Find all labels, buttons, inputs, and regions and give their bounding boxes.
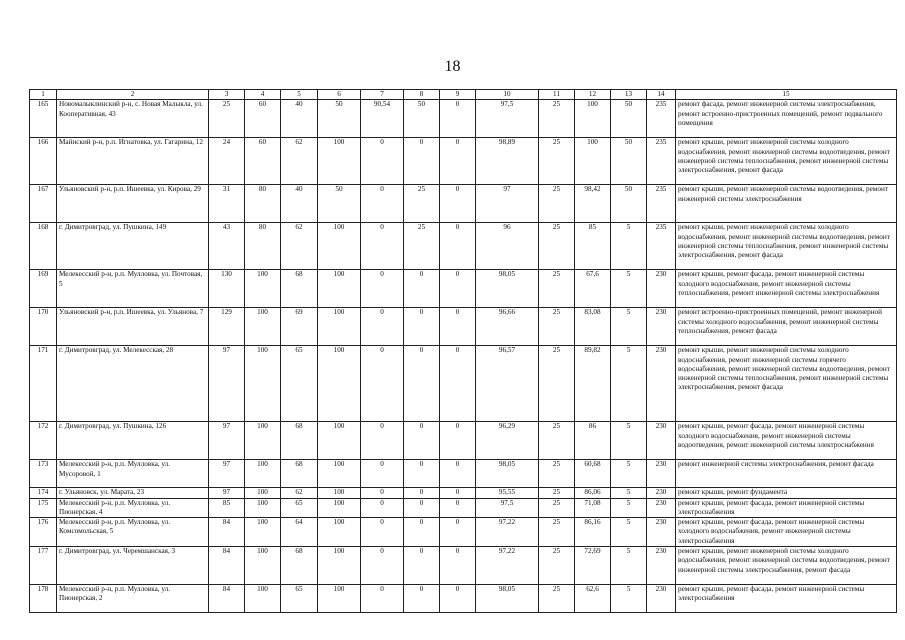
value-cell: 235 <box>647 138 676 185</box>
value-cell: 90,54 <box>361 100 404 138</box>
value-cell: 0 <box>361 547 404 585</box>
value-cell: 25 <box>539 308 575 346</box>
column-header: 1 <box>30 90 57 100</box>
works-cell: ремонт крыши, ремонт инженерной системы холодного водоснабжения, ремонт инженерной системы горячего водоснабжения, ремонт инженерной системы водоотведения, ремонт инженерной системы теплоснабжения, ремонт инженерной системы электроснабжения, ремонт фасада <box>676 346 897 422</box>
works-cell: ремонт крыши, ремонт фундамента <box>676 488 897 498</box>
value-cell: 50 <box>318 185 361 223</box>
value-cell: 235 <box>647 100 676 138</box>
value-cell: 100 <box>245 346 281 422</box>
value-cell: 25 <box>539 346 575 422</box>
value-cell: 100 <box>318 460 361 488</box>
value-cell: 0 <box>361 498 404 518</box>
row-number: 173 <box>30 460 57 488</box>
works-cell: ремонт крыши, ремонт инженерной системы водоотведения, ремонт инженерной системы электроснабжения <box>676 185 897 223</box>
value-cell: 0 <box>440 100 476 138</box>
value-cell: 68 <box>281 270 318 308</box>
value-cell: 62 <box>281 223 318 270</box>
value-cell: 50 <box>611 185 647 223</box>
value-cell: 25 <box>539 518 575 547</box>
value-cell: 85 <box>575 223 611 270</box>
row-number: 167 <box>30 185 57 223</box>
row-number: 165 <box>30 100 57 138</box>
value-cell: 40 <box>281 100 318 138</box>
value-cell: 0 <box>361 346 404 422</box>
value-cell: 69 <box>281 308 318 346</box>
value-cell: 100 <box>318 585 361 613</box>
value-cell: 0 <box>440 270 476 308</box>
value-cell: 0 <box>361 585 404 613</box>
value-cell: 25 <box>539 460 575 488</box>
row-number: 177 <box>30 547 57 585</box>
value-cell: 100 <box>575 138 611 185</box>
value-cell: 0 <box>440 488 476 498</box>
value-cell: 0 <box>440 223 476 270</box>
value-cell: 0 <box>404 585 440 613</box>
value-cell: 0 <box>404 422 440 460</box>
table-row <box>30 585 897 613</box>
works-cell: ремонт встроенно-пристроенных помещений, ремонт инженерной системы холодного водоснабжения, ремонт инженерной системы теплоснабжения, ремонт фасада <box>676 308 897 346</box>
value-cell: 100 <box>318 488 361 498</box>
value-cell: 0 <box>361 422 404 460</box>
address-cell: Ульяновский р-н, р.п. Ишеевка, ул. Ульянова, 7 <box>57 308 209 346</box>
value-cell: 62 <box>281 488 318 498</box>
value-cell: 84 <box>209 547 245 585</box>
value-cell: 97,5 <box>476 100 539 138</box>
value-cell: 84 <box>209 518 245 547</box>
row-number: 166 <box>30 138 57 185</box>
address-cell: Мелекесский р-н, р.п. Мулловка, ул. Пионерская, 4 <box>57 498 209 518</box>
value-cell: 230 <box>647 270 676 308</box>
works-cell: ремонт фасада, ремонт инженерной системы электроснабжения, ремонт встроенно-пристроенных помещений, ремонт подвального помещения <box>676 100 897 138</box>
address-cell: г. Димитровград, ул. Черемшанская, 3 <box>57 547 209 585</box>
value-cell: 100 <box>245 585 281 613</box>
value-cell: 25 <box>209 100 245 138</box>
value-cell: 100 <box>245 518 281 547</box>
value-cell: 100 <box>318 308 361 346</box>
value-cell: 80 <box>245 185 281 223</box>
works-cell: ремонт крыши, ремонт фасада, ремонт инженерной системы холодного водоснабжения, ремонт инженерной системы теплоснабжения, ремонт инженерной системы электроснабжения <box>676 270 897 308</box>
value-cell: 100 <box>318 270 361 308</box>
value-cell: 130 <box>209 270 245 308</box>
table-row <box>30 346 897 422</box>
value-cell: 83,08 <box>575 308 611 346</box>
value-cell: 25 <box>539 488 575 498</box>
value-cell: 95,55 <box>476 488 539 498</box>
value-cell: 25 <box>539 100 575 138</box>
table-row <box>30 308 897 346</box>
value-cell: 97,5 <box>476 498 539 518</box>
table-row <box>30 223 897 270</box>
table-row <box>30 185 897 223</box>
value-cell: 25 <box>539 498 575 518</box>
value-cell: 230 <box>647 422 676 460</box>
works-cell: ремонт инженерной системы электроснабжения, ремонт фасада <box>676 460 897 488</box>
column-header: 14 <box>647 90 676 100</box>
table-row <box>30 498 897 518</box>
value-cell: 230 <box>647 498 676 518</box>
value-cell: 65 <box>281 498 318 518</box>
value-cell: 5 <box>611 547 647 585</box>
value-cell: 230 <box>647 518 676 547</box>
value-cell: 5 <box>611 346 647 422</box>
value-cell: 89,82 <box>575 346 611 422</box>
value-cell: 0 <box>440 498 476 518</box>
table-row <box>30 518 897 547</box>
value-cell: 0 <box>404 346 440 422</box>
works-cell: ремонт крыши, ремонт фасада, ремонт инженерной системы электроснабжения <box>676 585 897 613</box>
value-cell: 65 <box>281 585 318 613</box>
row-number: 171 <box>30 346 57 422</box>
value-cell: 25 <box>539 223 575 270</box>
value-cell: 98,42 <box>575 185 611 223</box>
value-cell: 235 <box>647 185 676 223</box>
value-cell: 0 <box>361 223 404 270</box>
value-cell: 0 <box>404 460 440 488</box>
value-cell: 86,16 <box>575 518 611 547</box>
row-number: 170 <box>30 308 57 346</box>
row-number: 176 <box>30 518 57 547</box>
address-cell: г. Ульяновск, ул. Марата, 23 <box>57 488 209 498</box>
value-cell: 5 <box>611 518 647 547</box>
value-cell: 62,6 <box>575 585 611 613</box>
address-cell: Мелекесский р-н, р.п. Мулловка, ул. Комсомольская, 5 <box>57 518 209 547</box>
value-cell: 0 <box>440 518 476 547</box>
row-number: 169 <box>30 270 57 308</box>
value-cell: 97,22 <box>476 518 539 547</box>
value-cell: 60 <box>245 138 281 185</box>
address-cell: Ульяновский р-н, р.п. Ишеевка, ул. Кирова, 29 <box>57 185 209 223</box>
value-cell: 85 <box>209 498 245 518</box>
value-cell: 5 <box>611 223 647 270</box>
column-header: 4 <box>245 90 281 100</box>
value-cell: 0 <box>361 308 404 346</box>
column-header: 6 <box>318 90 361 100</box>
value-cell: 65 <box>281 346 318 422</box>
value-cell: 0 <box>404 138 440 185</box>
table-row <box>30 422 897 460</box>
value-cell: 31 <box>209 185 245 223</box>
value-cell: 64 <box>281 518 318 547</box>
value-cell: 97 <box>209 346 245 422</box>
value-cell: 68 <box>281 422 318 460</box>
value-cell: 230 <box>647 547 676 585</box>
value-cell: 72,69 <box>575 547 611 585</box>
value-cell: 230 <box>647 346 676 422</box>
value-cell: 230 <box>647 308 676 346</box>
value-cell: 25 <box>539 270 575 308</box>
table-row <box>30 488 897 498</box>
value-cell: 0 <box>361 518 404 547</box>
column-header: 12 <box>575 90 611 100</box>
value-cell: 0 <box>440 547 476 585</box>
value-cell: 96 <box>476 223 539 270</box>
value-cell: 100 <box>245 547 281 585</box>
address-cell: г. Димитровград, ул. Мелекесская, 28 <box>57 346 209 422</box>
value-cell: 5 <box>611 460 647 488</box>
value-cell: 60,68 <box>575 460 611 488</box>
value-cell: 5 <box>611 488 647 498</box>
row-number: 168 <box>30 223 57 270</box>
value-cell: 5 <box>611 422 647 460</box>
value-cell: 100 <box>318 547 361 585</box>
value-cell: 0 <box>404 498 440 518</box>
value-cell: 96,66 <box>476 308 539 346</box>
column-header: 5 <box>281 90 318 100</box>
table-row <box>30 547 897 585</box>
value-cell: 100 <box>318 346 361 422</box>
address-cell: Майнский р-н, р.п. Игнатовка, ул. Гагарина, 12 <box>57 138 209 185</box>
address-cell: Новомалыклинский р-н, с. Новая Малыкла, ул. Кооперативная, 43 <box>57 100 209 138</box>
value-cell: 0 <box>361 460 404 488</box>
value-cell: 62 <box>281 138 318 185</box>
value-cell: 100 <box>318 422 361 460</box>
value-cell: 97,22 <box>476 547 539 585</box>
value-cell: 80 <box>245 223 281 270</box>
value-cell: 100 <box>318 498 361 518</box>
value-cell: 98,05 <box>476 460 539 488</box>
column-header: 3 <box>209 90 245 100</box>
value-cell: 100 <box>318 518 361 547</box>
value-cell: 100 <box>575 100 611 138</box>
value-cell: 230 <box>647 585 676 613</box>
value-cell: 0 <box>404 270 440 308</box>
value-cell: 100 <box>318 138 361 185</box>
value-cell: 25 <box>539 547 575 585</box>
column-header: 15 <box>676 90 897 100</box>
column-header: 11 <box>539 90 575 100</box>
value-cell: 43 <box>209 223 245 270</box>
value-cell: 5 <box>611 498 647 518</box>
value-cell: 100 <box>245 488 281 498</box>
value-cell: 25 <box>404 185 440 223</box>
value-cell: 25 <box>539 185 575 223</box>
value-cell: 97 <box>476 185 539 223</box>
value-cell: 0 <box>404 518 440 547</box>
value-cell: 96,57 <box>476 346 539 422</box>
value-cell: 84 <box>209 585 245 613</box>
value-cell: 0 <box>440 460 476 488</box>
value-cell: 0 <box>440 308 476 346</box>
value-cell: 100 <box>245 308 281 346</box>
value-cell: 0 <box>440 422 476 460</box>
value-cell: 129 <box>209 308 245 346</box>
value-cell: 25 <box>539 138 575 185</box>
value-cell: 97 <box>209 460 245 488</box>
value-cell: 25 <box>404 223 440 270</box>
table-row <box>30 138 897 185</box>
address-cell: г. Димитровград, ул. Пушкина, 126 <box>57 422 209 460</box>
works-cell: ремонт крыши, ремонт инженерной системы холодного водоснабжения, ремонт инженерной системы водоотведения, ремонт инженерной системы теплоснабжения, ремонт инженерной системы электроснабжения, ремонт фасада <box>676 223 897 270</box>
table-body <box>30 100 897 613</box>
repair-program-table <box>29 89 897 613</box>
value-cell: 50 <box>404 100 440 138</box>
address-cell: г. Димитровград, ул. Пушкина, 149 <box>57 223 209 270</box>
value-cell: 0 <box>440 138 476 185</box>
row-number: 178 <box>30 585 57 613</box>
value-cell: 230 <box>647 460 676 488</box>
value-cell: 5 <box>611 308 647 346</box>
value-cell: 97 <box>209 488 245 498</box>
value-cell: 50 <box>611 100 647 138</box>
value-cell: 0 <box>361 185 404 223</box>
value-cell: 0 <box>361 270 404 308</box>
value-cell: 98,05 <box>476 270 539 308</box>
value-cell: 25 <box>539 585 575 613</box>
column-header: 13 <box>611 90 647 100</box>
row-number: 174 <box>30 488 57 498</box>
table-row <box>30 460 897 488</box>
row-number: 172 <box>30 422 57 460</box>
column-header: 8 <box>404 90 440 100</box>
works-cell: ремонт крыши, ремонт фасада, ремонт инженерной системы холодного водоснабжения, ремонт инженерной системы электроснабжения <box>676 518 897 547</box>
value-cell: 0 <box>404 308 440 346</box>
value-cell: 0 <box>361 488 404 498</box>
value-cell: 68 <box>281 547 318 585</box>
value-cell: 5 <box>611 270 647 308</box>
value-cell: 5 <box>611 585 647 613</box>
value-cell: 86,06 <box>575 488 611 498</box>
column-header: 9 <box>440 90 476 100</box>
value-cell: 0 <box>440 185 476 223</box>
table-row <box>30 270 897 308</box>
works-cell: ремонт крыши, ремонт фасада, ремонт инженерной системы холодного водоснабжения, ремонт инженерной системы водоотведения, ремонт инженерной системы электроснабжения <box>676 422 897 460</box>
value-cell: 100 <box>245 460 281 488</box>
value-cell: 24 <box>209 138 245 185</box>
value-cell: 100 <box>245 270 281 308</box>
value-cell: 98,05 <box>476 585 539 613</box>
table-row <box>30 100 897 138</box>
header-row <box>30 90 897 100</box>
value-cell: 50 <box>611 138 647 185</box>
value-cell: 100 <box>318 223 361 270</box>
value-cell: 0 <box>404 488 440 498</box>
value-cell: 100 <box>245 498 281 518</box>
value-cell: 235 <box>647 223 676 270</box>
value-cell: 40 <box>281 185 318 223</box>
value-cell: 0 <box>361 138 404 185</box>
value-cell: 0 <box>440 585 476 613</box>
works-cell: ремонт крыши, ремонт инженерной системы холодного водоснабжения, ремонт инженерной системы водоотведения, ремонт инженерной системы теплоснабжения, ремонт инженерной системы электроснабжения, ремонт фасада <box>676 138 897 185</box>
works-cell: ремонт крыши, ремонт инженерной системы холодного водоснабжения, ремонт инженерной системы водоотведения, ремонт инженерной системы электроснабжения, ремонт фасада <box>676 547 897 585</box>
column-header: 10 <box>476 90 539 100</box>
value-cell: 67,6 <box>575 270 611 308</box>
value-cell: 98,89 <box>476 138 539 185</box>
address-cell: Мелекесский р-н, р.п. Мулловка, ул. Мусоровой, 1 <box>57 460 209 488</box>
value-cell: 0 <box>440 346 476 422</box>
address-cell: Мелекесский р-н, р.п. Мулловка, ул. Пионерская, 2 <box>57 585 209 613</box>
value-cell: 96,29 <box>476 422 539 460</box>
page-number: 18 <box>444 58 461 75</box>
value-cell: 50 <box>318 100 361 138</box>
column-header: 7 <box>361 90 404 100</box>
address-cell: Мелекесский р-н, р.п. Мулловка, ул. Почтовая, 5 <box>57 270 209 308</box>
value-cell: 60 <box>245 100 281 138</box>
value-cell: 25 <box>539 422 575 460</box>
row-number: 175 <box>30 498 57 518</box>
works-cell: ремонт крыши, ремонт фасада, ремонт инженерной системы электроснабжения <box>676 498 897 518</box>
value-cell: 71,08 <box>575 498 611 518</box>
value-cell: 100 <box>245 422 281 460</box>
value-cell: 86 <box>575 422 611 460</box>
value-cell: 97 <box>209 422 245 460</box>
value-cell: 68 <box>281 460 318 488</box>
column-header: 2 <box>57 90 209 100</box>
value-cell: 230 <box>647 488 676 498</box>
value-cell: 0 <box>404 547 440 585</box>
